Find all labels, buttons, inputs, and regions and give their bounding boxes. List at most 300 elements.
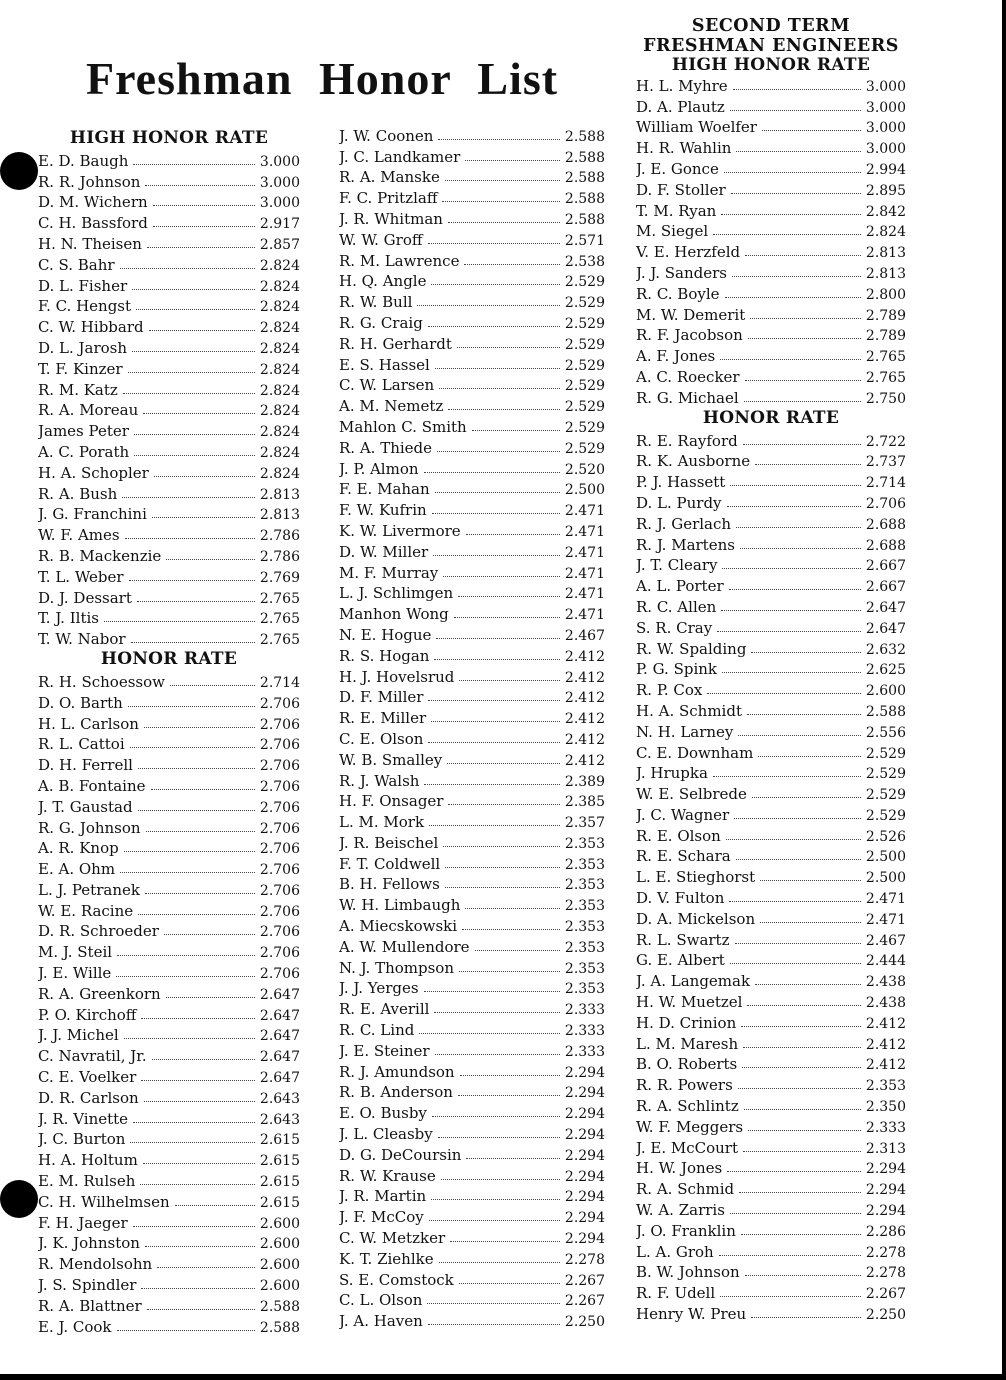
student-name: D. O. Barth — [38, 693, 123, 712]
honor-entry — [38, 357, 300, 378]
dot-leader — [466, 533, 560, 535]
honor-entry — [38, 232, 300, 253]
student-name: C. Navratil, Jr. — [38, 1047, 147, 1066]
student-name: F. C. Hengst — [38, 297, 132, 316]
grade-point-average: 2.471 — [564, 544, 605, 561]
grade-point-average: 2.294 — [564, 1127, 605, 1144]
honor-entry — [38, 733, 300, 754]
student-name: B. H. Fellows — [339, 875, 440, 894]
student-name: R. P. Cox — [636, 681, 703, 700]
student-name: N. H. Larney — [636, 722, 734, 741]
student-name: N. E. Hogue — [339, 625, 432, 644]
dot-leader — [141, 1079, 255, 1081]
dot-leader — [720, 358, 861, 360]
column-3 — [636, 16, 906, 1323]
dot-leader — [745, 379, 861, 381]
honor-entry — [339, 644, 605, 665]
honor-entry — [38, 565, 300, 586]
student-name: R. C. Allen — [636, 597, 717, 616]
student-name: R. C. Lind — [339, 1021, 415, 1040]
dot-leader — [128, 705, 255, 707]
student-name: D. A. Mickelson — [636, 909, 756, 928]
honor-entry — [636, 512, 906, 533]
honor-entry — [339, 498, 605, 519]
grade-point-average: 2.529 — [564, 419, 605, 436]
grade-point-average: 2.647 — [865, 599, 906, 616]
honor-entry — [339, 124, 605, 145]
dot-leader — [134, 454, 255, 456]
honor-entry — [636, 220, 906, 241]
dot-leader — [738, 734, 861, 736]
student-name: W. W. Groff — [339, 230, 423, 249]
grade-point-average: 2.588 — [564, 149, 605, 166]
honor-entry — [339, 852, 605, 873]
dot-leader — [713, 775, 861, 777]
grade-point-average: 2.706 — [259, 716, 300, 733]
dot-leader — [124, 850, 255, 852]
honor-entry — [636, 1053, 906, 1074]
grade-point-average: 2.353 — [564, 939, 605, 956]
honor-entry — [38, 399, 300, 420]
honor-list-continued — [339, 124, 605, 1330]
honor-entry — [38, 940, 300, 961]
student-name: F. H. Jaeger — [38, 1213, 128, 1232]
dot-leader — [143, 412, 255, 414]
student-name: R. J. Martens — [636, 535, 735, 554]
student-name: R. S. Hogan — [339, 646, 430, 665]
grade-point-average: 2.786 — [259, 548, 300, 565]
honor-entry — [339, 1268, 605, 1289]
student-name: H. L. Carlson — [38, 714, 139, 733]
student-name: R. A. Manske — [339, 168, 440, 187]
student-name: H. J. Hovelsrud — [339, 667, 455, 686]
grade-point-average: 2.786 — [259, 528, 300, 545]
grade-point-average: 3.000 — [865, 141, 906, 158]
dot-leader — [439, 387, 560, 389]
student-name: C. W. Metzker — [339, 1229, 446, 1248]
grade-point-average: 2.529 — [865, 745, 906, 762]
grade-point-average: 2.412 — [865, 1036, 906, 1053]
dot-leader — [721, 609, 861, 611]
grade-point-average: 2.529 — [564, 399, 605, 416]
honor-entry — [636, 865, 906, 886]
student-name: A. M. Nemetz — [339, 397, 444, 416]
student-name: T. F. Kinzer — [38, 359, 123, 378]
grade-point-average: 2.824 — [259, 361, 300, 378]
dot-leader — [144, 1100, 255, 1102]
dot-leader — [133, 163, 255, 165]
student-name: T. J. Iltis — [38, 609, 99, 628]
honor-entry — [339, 1101, 605, 1122]
dot-leader — [153, 225, 255, 227]
honor-entry — [636, 365, 906, 386]
column-1 — [38, 127, 300, 1336]
dot-leader — [741, 1025, 861, 1027]
honor-entry — [636, 74, 906, 95]
student-name: W. E. Selbrede — [636, 785, 747, 804]
dot-leader — [428, 325, 560, 327]
dot-leader — [151, 788, 255, 790]
honor-entry — [38, 253, 300, 274]
dot-leader — [721, 213, 861, 215]
dot-leader — [736, 150, 860, 152]
grade-point-average: 2.588 — [865, 703, 906, 720]
student-name: J. W. Coonen — [339, 126, 434, 145]
student-name: D. V. Fulton — [636, 889, 725, 908]
dot-leader — [424, 471, 560, 473]
honor-entry — [339, 249, 605, 270]
dot-leader — [136, 308, 255, 310]
dot-leader — [459, 1282, 560, 1284]
honor-entry — [38, 1044, 300, 1065]
dot-leader — [428, 242, 560, 244]
grade-point-average: 2.267 — [564, 1272, 605, 1289]
student-name: R. E. Rayford — [636, 431, 738, 450]
student-name: H. R. Wahlin — [636, 139, 732, 158]
student-name: R. C. Boyle — [636, 284, 720, 303]
dot-leader — [733, 88, 861, 90]
honor-entry — [339, 1247, 605, 1268]
grade-point-average: 2.529 — [564, 440, 605, 457]
grade-point-average: 2.294 — [865, 1182, 906, 1199]
student-name: R. E. Olson — [636, 826, 721, 845]
grade-point-average: 2.313 — [865, 1140, 906, 1157]
dot-leader — [713, 233, 861, 235]
dot-leader — [147, 1308, 255, 1310]
dot-leader — [742, 1066, 861, 1068]
dot-leader — [424, 990, 560, 992]
student-name: H. F. Onsager — [339, 792, 444, 811]
student-name: Henry W. Preu — [636, 1305, 747, 1324]
grade-point-average: 2.267 — [564, 1293, 605, 1310]
dot-leader — [427, 1302, 559, 1304]
dot-leader — [433, 554, 560, 556]
dot-leader — [727, 1170, 861, 1172]
student-name: N. J. Thompson — [339, 958, 454, 977]
grade-point-average: 3.000 — [259, 174, 300, 191]
grade-point-average: 2.824 — [259, 382, 300, 399]
honor-entry — [339, 311, 605, 332]
student-name: J. L. Cleasby — [339, 1125, 433, 1144]
grade-point-average: 2.824 — [259, 278, 300, 295]
honor-entry — [339, 166, 605, 187]
student-name: James Peter — [38, 422, 129, 441]
dot-leader — [445, 179, 560, 181]
dot-leader — [726, 838, 861, 840]
dot-leader — [120, 871, 255, 873]
dot-leader — [175, 1204, 255, 1206]
honor-entry — [38, 1190, 300, 1211]
student-name: J. R. Martin — [339, 1187, 427, 1206]
student-name: A. C. Porath — [38, 442, 130, 461]
dot-leader — [154, 475, 255, 477]
dot-leader — [462, 928, 560, 930]
honor-entry — [636, 1094, 906, 1115]
dot-leader — [750, 317, 861, 319]
grade-point-average: 2.278 — [564, 1251, 605, 1268]
dot-leader — [123, 392, 255, 394]
grade-point-average: 2.294 — [865, 1203, 906, 1220]
student-name: J. R. Whitman — [339, 209, 443, 228]
student-name: J. E. Gonce — [636, 159, 719, 178]
student-name: J. O. Franklin — [636, 1221, 736, 1240]
grade-point-average: 2.353 — [564, 835, 605, 852]
honor-entry — [339, 540, 605, 561]
honor-entry — [38, 1148, 300, 1169]
dot-leader — [443, 845, 560, 847]
honor-entry — [636, 282, 906, 303]
grade-point-average: 2.722 — [865, 433, 906, 450]
grade-point-average: 2.600 — [865, 683, 906, 700]
dot-leader — [166, 558, 255, 560]
student-name: R. A. Moreau — [38, 401, 139, 420]
grade-point-average: 2.412 — [564, 690, 605, 707]
dot-leader — [445, 886, 560, 888]
honor-entry — [38, 837, 300, 858]
dot-leader — [447, 762, 560, 764]
section-heading-honor: HONOR RATE — [100, 649, 238, 670]
grade-point-average: 2.706 — [259, 820, 300, 837]
column-2 — [339, 124, 605, 1330]
honor-entry — [339, 810, 605, 831]
student-name: L. A. Groh — [636, 1242, 714, 1261]
student-name: H. A. Holtum — [38, 1151, 138, 1170]
student-name: R. B. Mackenzie — [38, 546, 162, 565]
dot-leader — [722, 671, 861, 673]
dot-leader — [719, 1254, 861, 1256]
honor-entry — [38, 691, 300, 712]
dot-leader — [743, 443, 861, 445]
dot-leader — [465, 907, 560, 909]
honor-entry — [38, 274, 300, 295]
dot-leader — [149, 329, 255, 331]
honor-entry — [38, 1024, 300, 1045]
student-name: R. G. Johnson — [38, 818, 141, 837]
grade-point-average: 2.500 — [865, 849, 906, 866]
grade-point-average: 2.994 — [865, 161, 906, 178]
student-name: D. M. Wichern — [38, 193, 148, 212]
grade-point-average: 2.588 — [259, 1319, 300, 1336]
student-name: R. J. Walsh — [339, 771, 420, 790]
dot-leader — [748, 337, 861, 339]
grade-point-average: 2.529 — [564, 357, 605, 374]
student-name: R. R. Johnson — [38, 172, 141, 191]
grade-point-average: 2.529 — [564, 274, 605, 291]
dot-leader — [133, 1121, 255, 1123]
honor-entry — [636, 324, 906, 345]
grade-point-average: 2.600 — [259, 1236, 300, 1253]
student-name: J. J. Yerges — [339, 979, 419, 998]
honor-entry — [636, 1281, 906, 1302]
grade-point-average: 2.813 — [865, 245, 906, 262]
honor-entry — [636, 1177, 906, 1198]
dot-leader — [429, 824, 560, 826]
dot-leader — [736, 858, 861, 860]
student-name: C. E. Olson — [339, 729, 424, 748]
student-name: D. W. Miller — [339, 542, 429, 561]
student-name: J. T. Cleary — [636, 556, 718, 575]
student-name: R. A. Bush — [38, 484, 118, 503]
dot-leader — [724, 171, 861, 173]
student-name: R. F. Jacobson — [636, 326, 743, 345]
student-name: R. A. Thiede — [339, 438, 433, 457]
dot-leader — [443, 575, 560, 577]
grade-point-average: 2.824 — [259, 424, 300, 441]
honor-entry — [636, 886, 906, 907]
student-name: R. R. Powers — [636, 1076, 733, 1095]
grade-point-average: 2.765 — [259, 611, 300, 628]
dot-leader — [132, 288, 255, 290]
dot-leader — [743, 1046, 861, 1048]
honor-entry — [636, 1011, 906, 1032]
grade-point-average: 2.471 — [865, 891, 906, 908]
student-name: J. A. Haven — [339, 1312, 423, 1331]
dot-leader — [720, 1295, 861, 1297]
dot-leader — [741, 1233, 861, 1235]
student-name: Mahlon C. Smith — [339, 417, 467, 436]
student-name: L. M. Maresh — [636, 1034, 739, 1053]
honor-entry — [339, 935, 605, 956]
honor-entry — [636, 386, 906, 407]
student-name: C. L. Olson — [339, 1291, 423, 1310]
grade-point-average: 2.556 — [865, 724, 906, 741]
honor-entry — [38, 378, 300, 399]
honor-entry — [339, 207, 605, 228]
student-name: W. E. Racine — [38, 901, 134, 920]
dot-leader — [116, 975, 255, 977]
grade-point-average: 3.000 — [865, 78, 906, 95]
grade-point-average: 2.632 — [865, 641, 906, 658]
honor-entry — [636, 803, 906, 824]
student-name: R. A. Greenkorn — [38, 984, 161, 1003]
honor-entry — [636, 1219, 906, 1240]
dot-leader — [707, 692, 861, 694]
student-name: R. H. Schoessow — [38, 672, 165, 691]
student-name: A. Miecskowski — [339, 917, 458, 936]
grade-point-average: 2.529 — [865, 787, 906, 804]
student-name: D. H. Ferrell — [38, 756, 133, 775]
student-name: L. E. Stieghorst — [636, 868, 756, 887]
honor-entry — [38, 1252, 300, 1273]
dot-leader — [460, 1074, 560, 1076]
grade-point-average: 2.706 — [259, 862, 300, 879]
student-name: A. F. Jones — [636, 347, 716, 366]
honor-entry — [38, 295, 300, 316]
dot-leader — [717, 630, 861, 632]
grade-point-average: 2.353 — [564, 877, 605, 894]
grade-point-average: 2.647 — [259, 1028, 300, 1045]
grade-point-average: 2.500 — [865, 870, 906, 887]
student-name: V. E. Herzfeld — [636, 243, 741, 262]
grade-point-average: 2.471 — [564, 565, 605, 582]
dot-leader — [435, 367, 560, 369]
honor-entry — [636, 1261, 906, 1282]
student-name: R. E. Averill — [339, 1000, 430, 1019]
honor-entry — [339, 1081, 605, 1102]
student-name: Manhon Wong — [339, 605, 449, 624]
grade-point-average: 2.520 — [564, 461, 605, 478]
student-name: D. R. Schroeder — [38, 922, 159, 941]
grade-point-average: 2.294 — [564, 1168, 605, 1185]
honor-entry — [339, 748, 605, 769]
student-name: A. W. Mullendore — [339, 937, 470, 956]
dot-leader — [738, 1087, 861, 1089]
honor-entry — [38, 503, 300, 524]
honor-entry — [339, 145, 605, 166]
dot-leader — [428, 741, 559, 743]
dot-leader — [117, 1329, 255, 1331]
student-name: F. E. Mahan — [339, 480, 430, 499]
dot-leader — [104, 620, 255, 622]
honor-entry — [636, 741, 906, 762]
student-name: R. A. Schlintz — [636, 1097, 739, 1116]
dot-leader — [438, 138, 559, 140]
student-name: D. L. Purdy — [636, 493, 722, 512]
dot-leader — [448, 408, 560, 410]
grade-point-average: 2.600 — [259, 1215, 300, 1232]
grade-point-average: 2.471 — [564, 523, 605, 540]
engineers-honor-list — [636, 429, 906, 1323]
student-name: E. O. Busby — [339, 1104, 427, 1123]
grade-point-average: 2.615 — [259, 1132, 300, 1149]
dot-leader — [138, 767, 255, 769]
student-name: D. F. Miller — [339, 688, 424, 707]
student-name: D. F. Stoller — [636, 180, 726, 199]
grade-point-average: 2.917 — [259, 216, 300, 233]
honor-entry — [636, 1073, 906, 1094]
honor-entry — [636, 928, 906, 949]
honor-entry — [339, 665, 605, 686]
student-name: C. H. Wilhelmsen — [38, 1192, 170, 1211]
grade-point-average: 2.706 — [259, 841, 300, 858]
honor-entry — [38, 1232, 300, 1253]
student-name: J. E. Wille — [38, 964, 112, 983]
student-name: R. M. Katz — [38, 380, 118, 399]
honor-entry — [636, 240, 906, 261]
grade-point-average: 2.667 — [865, 579, 906, 596]
student-name: W. H. Limbaugh — [339, 896, 461, 915]
student-name: H. Q. Angle — [339, 272, 427, 291]
dot-leader — [459, 679, 560, 681]
student-name: R. G. Craig — [339, 313, 423, 332]
dot-leader — [450, 1240, 560, 1242]
honor-entry — [636, 1198, 906, 1219]
dot-leader — [125, 537, 255, 539]
section-heading-honor-engineers: HONOR RATE — [702, 407, 840, 428]
student-name: J. S. Spindler — [38, 1276, 137, 1295]
high-honor-list — [38, 149, 300, 648]
grade-point-average: 2.765 — [865, 369, 906, 386]
dot-leader — [729, 588, 861, 590]
student-name: M. F. Murray — [339, 563, 439, 582]
honor-entry — [38, 1273, 300, 1294]
honor-entry — [339, 893, 605, 914]
honor-entry — [38, 461, 300, 482]
dot-leader — [145, 892, 255, 894]
student-name: J. C. Wagner — [636, 805, 730, 824]
grade-point-average: 2.789 — [865, 328, 906, 345]
honor-entry — [636, 1302, 906, 1323]
dot-leader — [130, 746, 255, 748]
dot-leader — [747, 1004, 860, 1006]
grade-point-average: 2.813 — [259, 507, 300, 524]
student-name: A. B. Fontaine — [38, 776, 146, 795]
dot-leader — [729, 900, 861, 902]
student-name: R. M. Lawrence — [339, 251, 460, 270]
grade-point-average: 2.824 — [865, 224, 906, 241]
student-name: E. D. Baugh — [38, 151, 129, 170]
student-name: R. E. Miller — [339, 709, 427, 728]
